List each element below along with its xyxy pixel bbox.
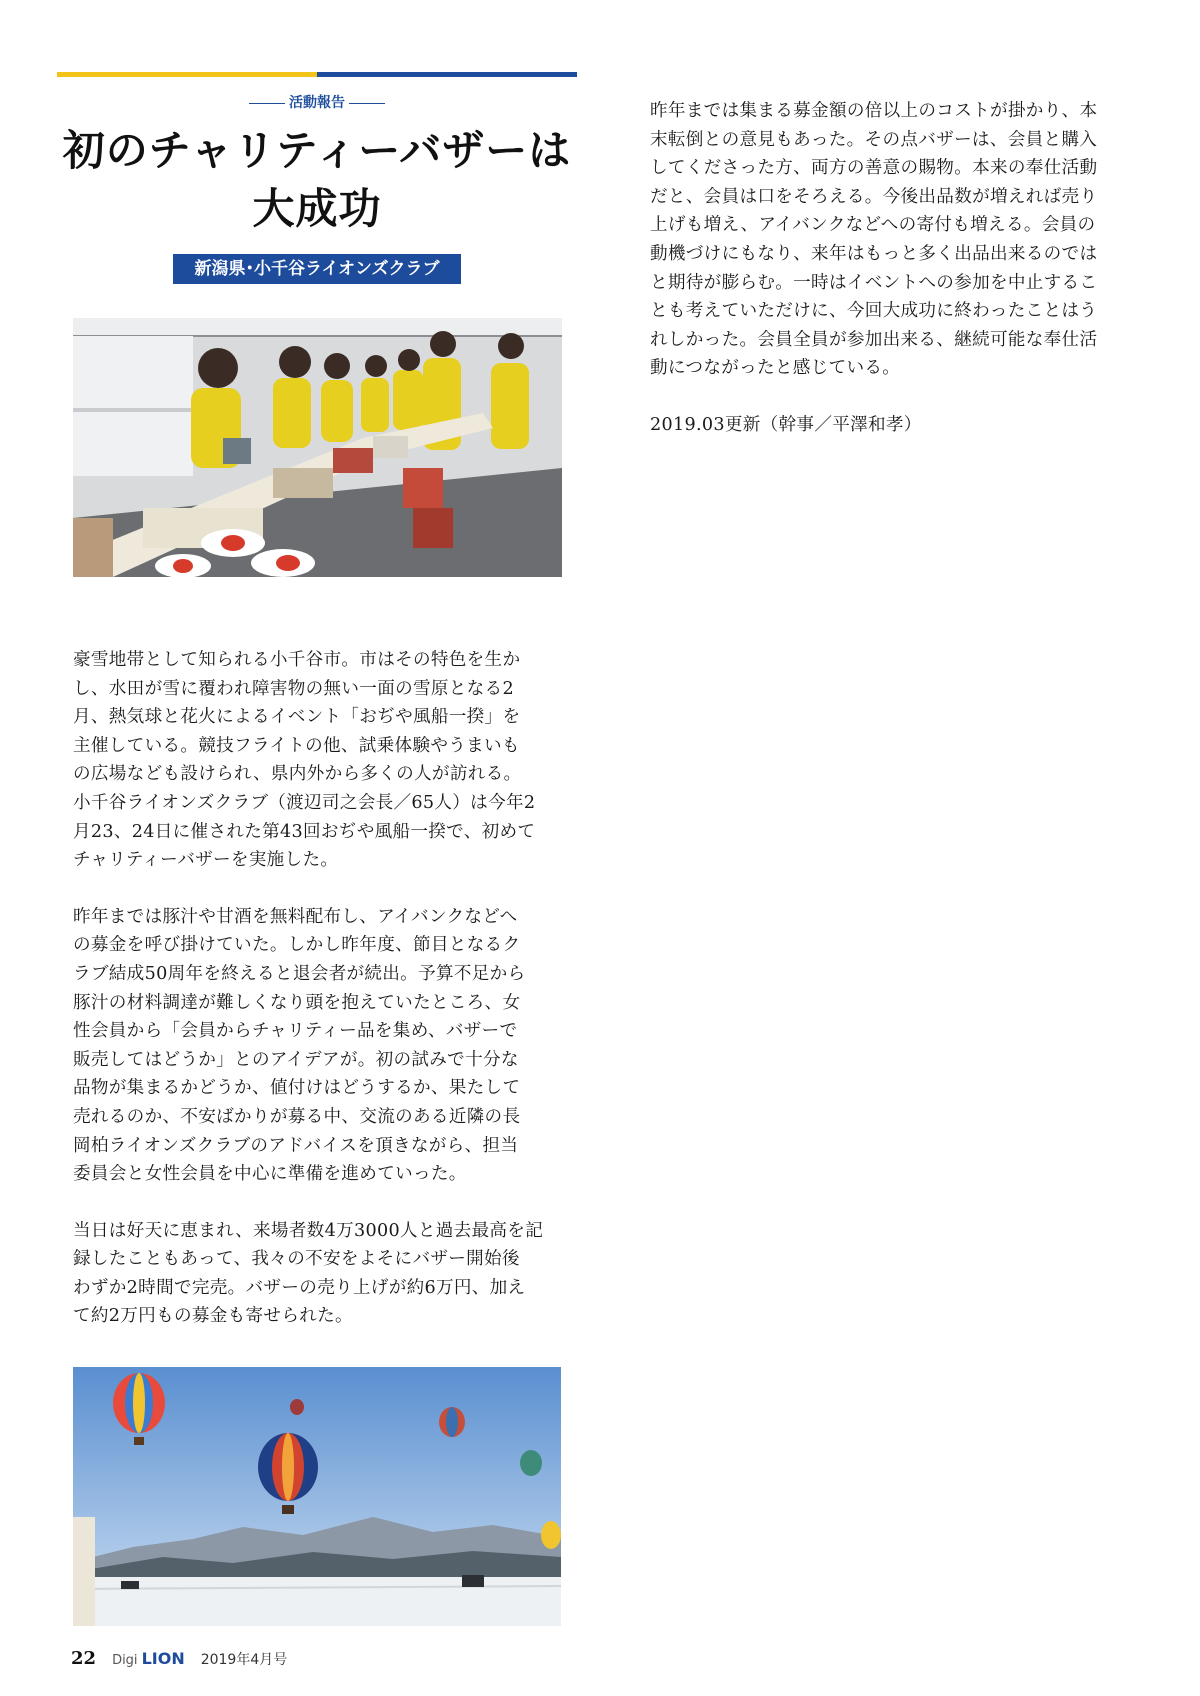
article-body-right [650,97,1150,468]
update-note: 2019.03更新（幹事／平澤和孝） [650,414,922,435]
balloon-photo-image [73,1367,561,1626]
issue-date: 2019年4月号 [200,1652,288,1668]
paragraph: 当日は好天に恵まれ、来場者数4万3000人と過去最高を記 録したこともあって、我々の不安をよそにバザー開始後 わずか2時間で完売。バザーの売り上げが約6万円、加え て約2万円もの募金も寄せられた。 [73,1220,544,1327]
bazaar-photo-image [73,318,562,577]
balloon-photo [73,1367,561,1626]
page-number: 22 [71,1648,97,1669]
article-title-line1: 初のチャリティーバザーは [62,126,572,175]
club-name-badge: 新潟県･小千谷ライオンズクラブ [173,254,461,284]
article-body-left [73,646,573,1359]
paragraph: 豪雪地帯として知られる小千谷市。市はその特色を生か し、水田が雪に覆われ障害物の無い一面の雪原となる2 月、熱気球と花火によるイベント「おぢや風船一揆」を 主催している。競技フライトの他、試乗体験やうまいも の広場なども設けられ、県内外から多くの人が訪れる。 小千谷ライオンズクラブ（渡辺司之会長／65人）は今年2 月23、24日に催された第43回おぢや風船一揆で、初めて チャリティーバザーを実施した。 [73,650,536,871]
paragraph: 昨年までは集まる募金額の倍以上のコストが掛かり、本 末転倒との意見もあった。その点バザーは、会員と購入 してくださった方、両方の善意の賜物。本来の奉仕活動 だと、会員は口をそろえる。今後出品数が増えれば売り 上げも増え、アイバンクなどへの寄付も増える。会員の 動機づけにもなり、来年はもっと多く出品出来るのでは と期待が膨らむ。一時はイベントへの参加を中止するこ とも考えていただけに、今回大成功に終わったことはう れしかった。会員全員が参加出来る、継続可能な奉仕活 動につながったと感じている。 [650,101,1098,379]
divider [349,103,385,104]
page-footer [71,1648,287,1669]
paragraph: 昨年までは豚汁や甘酒を無料配布し、アイバンクなどへ の募金を呼び掛けていた。しかし昨年度、節目となるク ラブ結成50周年を終えると退会者が続出。予算不足から 豚汁の材料調達が難しくなり頭を抱えていたところ、女 性会員から「会員からチャリティー品を集め、バザーで 販売してはどうか」とのアイデアが。初の試みで十分な 品物が集まるかどうか、値付けはどうするか、果たして 売れるのか、不安ばかりが募る中、交流のある近隣の長 岡柏ライオンズクラブのアドバイスを頂きながら、担当 委員会と女性会員を中心に準備を進めていった。 [73,906,526,1185]
section-label-text: 活動報告 [289,95,345,111]
brand-name: LION [141,1649,185,1668]
header-rule-yellow [57,72,317,77]
article-title-line2: 大成功 [252,184,382,233]
brand-prefix: Digi [112,1653,138,1668]
bazaar-photo [73,318,562,577]
article-title [57,122,577,238]
divider [249,103,285,104]
header-rule-blue [317,72,577,77]
section-label [57,92,577,112]
header-rule [57,72,577,77]
